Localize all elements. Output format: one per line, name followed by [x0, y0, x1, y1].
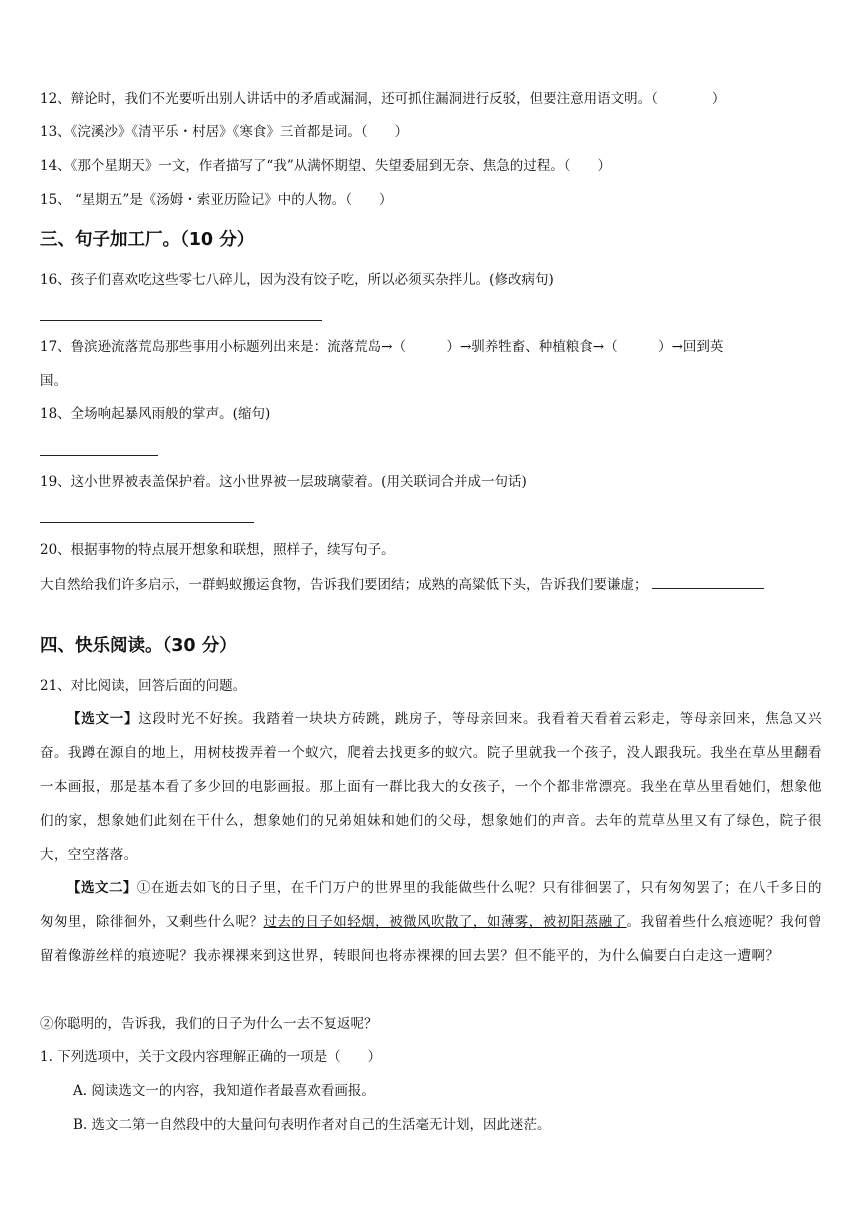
question-13: 13、《浣溪沙》《清平乐・村居》《寒食》三首都是词。（ ） — [40, 124, 409, 140]
excerpt-2-text-b: 。我留着些什么痕迹呢？我何曾留着像游丝样的痕迹呢？我赤裸裸来到这世界，转眼间也将赤裸裸的回去罢？但不能平的，为什么偏要白白走这一遭啊？ — [40, 914, 823, 964]
option-b[interactable]: B. 选文二第一自然段中的大量问句表明作者对自己的生活毫无计划，因此迷茫。 — [73, 1117, 551, 1133]
sub-question-1: 1. 下列选项中，关于文段内容理解正确的一项是（ ） — [40, 1049, 382, 1065]
option-a[interactable]: A. 阅读选文一的内容，我知道作者最喜欢看画报。 — [73, 1083, 375, 1099]
question-20: 20、根据事物的特点展开想象和联想，照样子，续写句子。 — [40, 542, 395, 558]
question-20-prompt — [40, 574, 764, 595]
answer-line-16[interactable] — [40, 320, 322, 321]
section-4-heading: 四、快乐阅读。（30 分） — [40, 636, 237, 656]
answer-line-19[interactable] — [40, 522, 254, 523]
excerpt-2-paragraph-2: ②你聪明的，告诉我，我们的日子为什么一去不复返呢？ — [40, 1016, 378, 1032]
excerpt-1-text: 这段时光不好挨。我踏着一块块方砖跳，跳房子，等母亲回来。我看着天看着云彩走，等母亲回来，焦急又兴奋。我蹲在源自的地上，用树枝拨弄着一个蚁穴，爬着去找更多的蚁穴。院子里就我一个孩子，没人跟我玩。我坐在草丛里翻看一本画报，那是基本看了多少回的电影画报。那上面有一群比我大的女孩子，一个个都非常漂亮。我坐在草丛里看她们，想象他们的家，想象她们此刻在干什么，想象她们的兄弟姐妹和她们的父母，想象她们的声音。去年的荒草丛里又有了绿色，院子很大，空空落落。 — [40, 711, 823, 863]
excerpt-1 — [40, 702, 822, 872]
excerpt-2-text-a: ①在逝去如飞的日子里，在千门万户的世界里的我能做些什么呢？只有徘徊罢了，只有匆匆罢了；在八千多日的匆匆里，除徘徊外，又剩些什么呢？ — [40, 880, 822, 930]
section-3-heading: 三、句子加工厂。（10 分） — [40, 230, 255, 250]
excerpt-1-label: 【选文一】 — [67, 711, 139, 727]
question-15: 15、 “星期五”是《汤姆・索亚历险记》中的人物。（ ） — [40, 192, 393, 208]
question-19: 19、这小世界被表盖保护着。这小世界被一层玻璃蒙着。(用关联词合并成一句话) — [40, 474, 527, 490]
question-12: 12、辩论时，我们不光要听出别人讲话中的矛盾或漏洞，还可抓住漏洞进行反驳，但要注意用语文明。（ ） — [40, 91, 726, 107]
question-17-cont: 国。 — [40, 373, 67, 389]
question-16: 16、孩子们喜欢吃这些零七八碎儿，因为没有饺子吃，所以必须买杂拌儿。(修改病句) — [40, 272, 554, 288]
question-20-text: 大自然给我们许多启示，一群蚂蚁搬运食物，告诉我们要团结；成熟的高粱低下头，告诉我们要谦虚； — [40, 577, 648, 593]
answer-line-18[interactable] — [40, 455, 158, 456]
question-17: 17、鲁滨逊流落荒岛那些事用小标题列出来是：流落荒岛→（ ）→驯养牲畜、种植粮食→（ ）→回到英 — [40, 339, 724, 355]
excerpt-2-underlined: 过去的日子如轻烟，被微风吹散了，如薄雾，被初阳蒸融了 — [263, 914, 627, 930]
question-18: 18、全场响起暴风雨般的掌声。(缩句) — [40, 406, 271, 422]
question-14: 14、《那个星期天》一文，作者描写了“我”从满怀期望、失望委屈到无奈、焦急的过程。（ ） — [40, 158, 611, 174]
question-21: 21、对比阅读，回答后面的问题。 — [40, 678, 247, 694]
excerpt-2 — [40, 871, 822, 973]
answer-line-20[interactable] — [652, 574, 764, 589]
excerpt-2-label: 【选文二】 — [67, 880, 137, 896]
